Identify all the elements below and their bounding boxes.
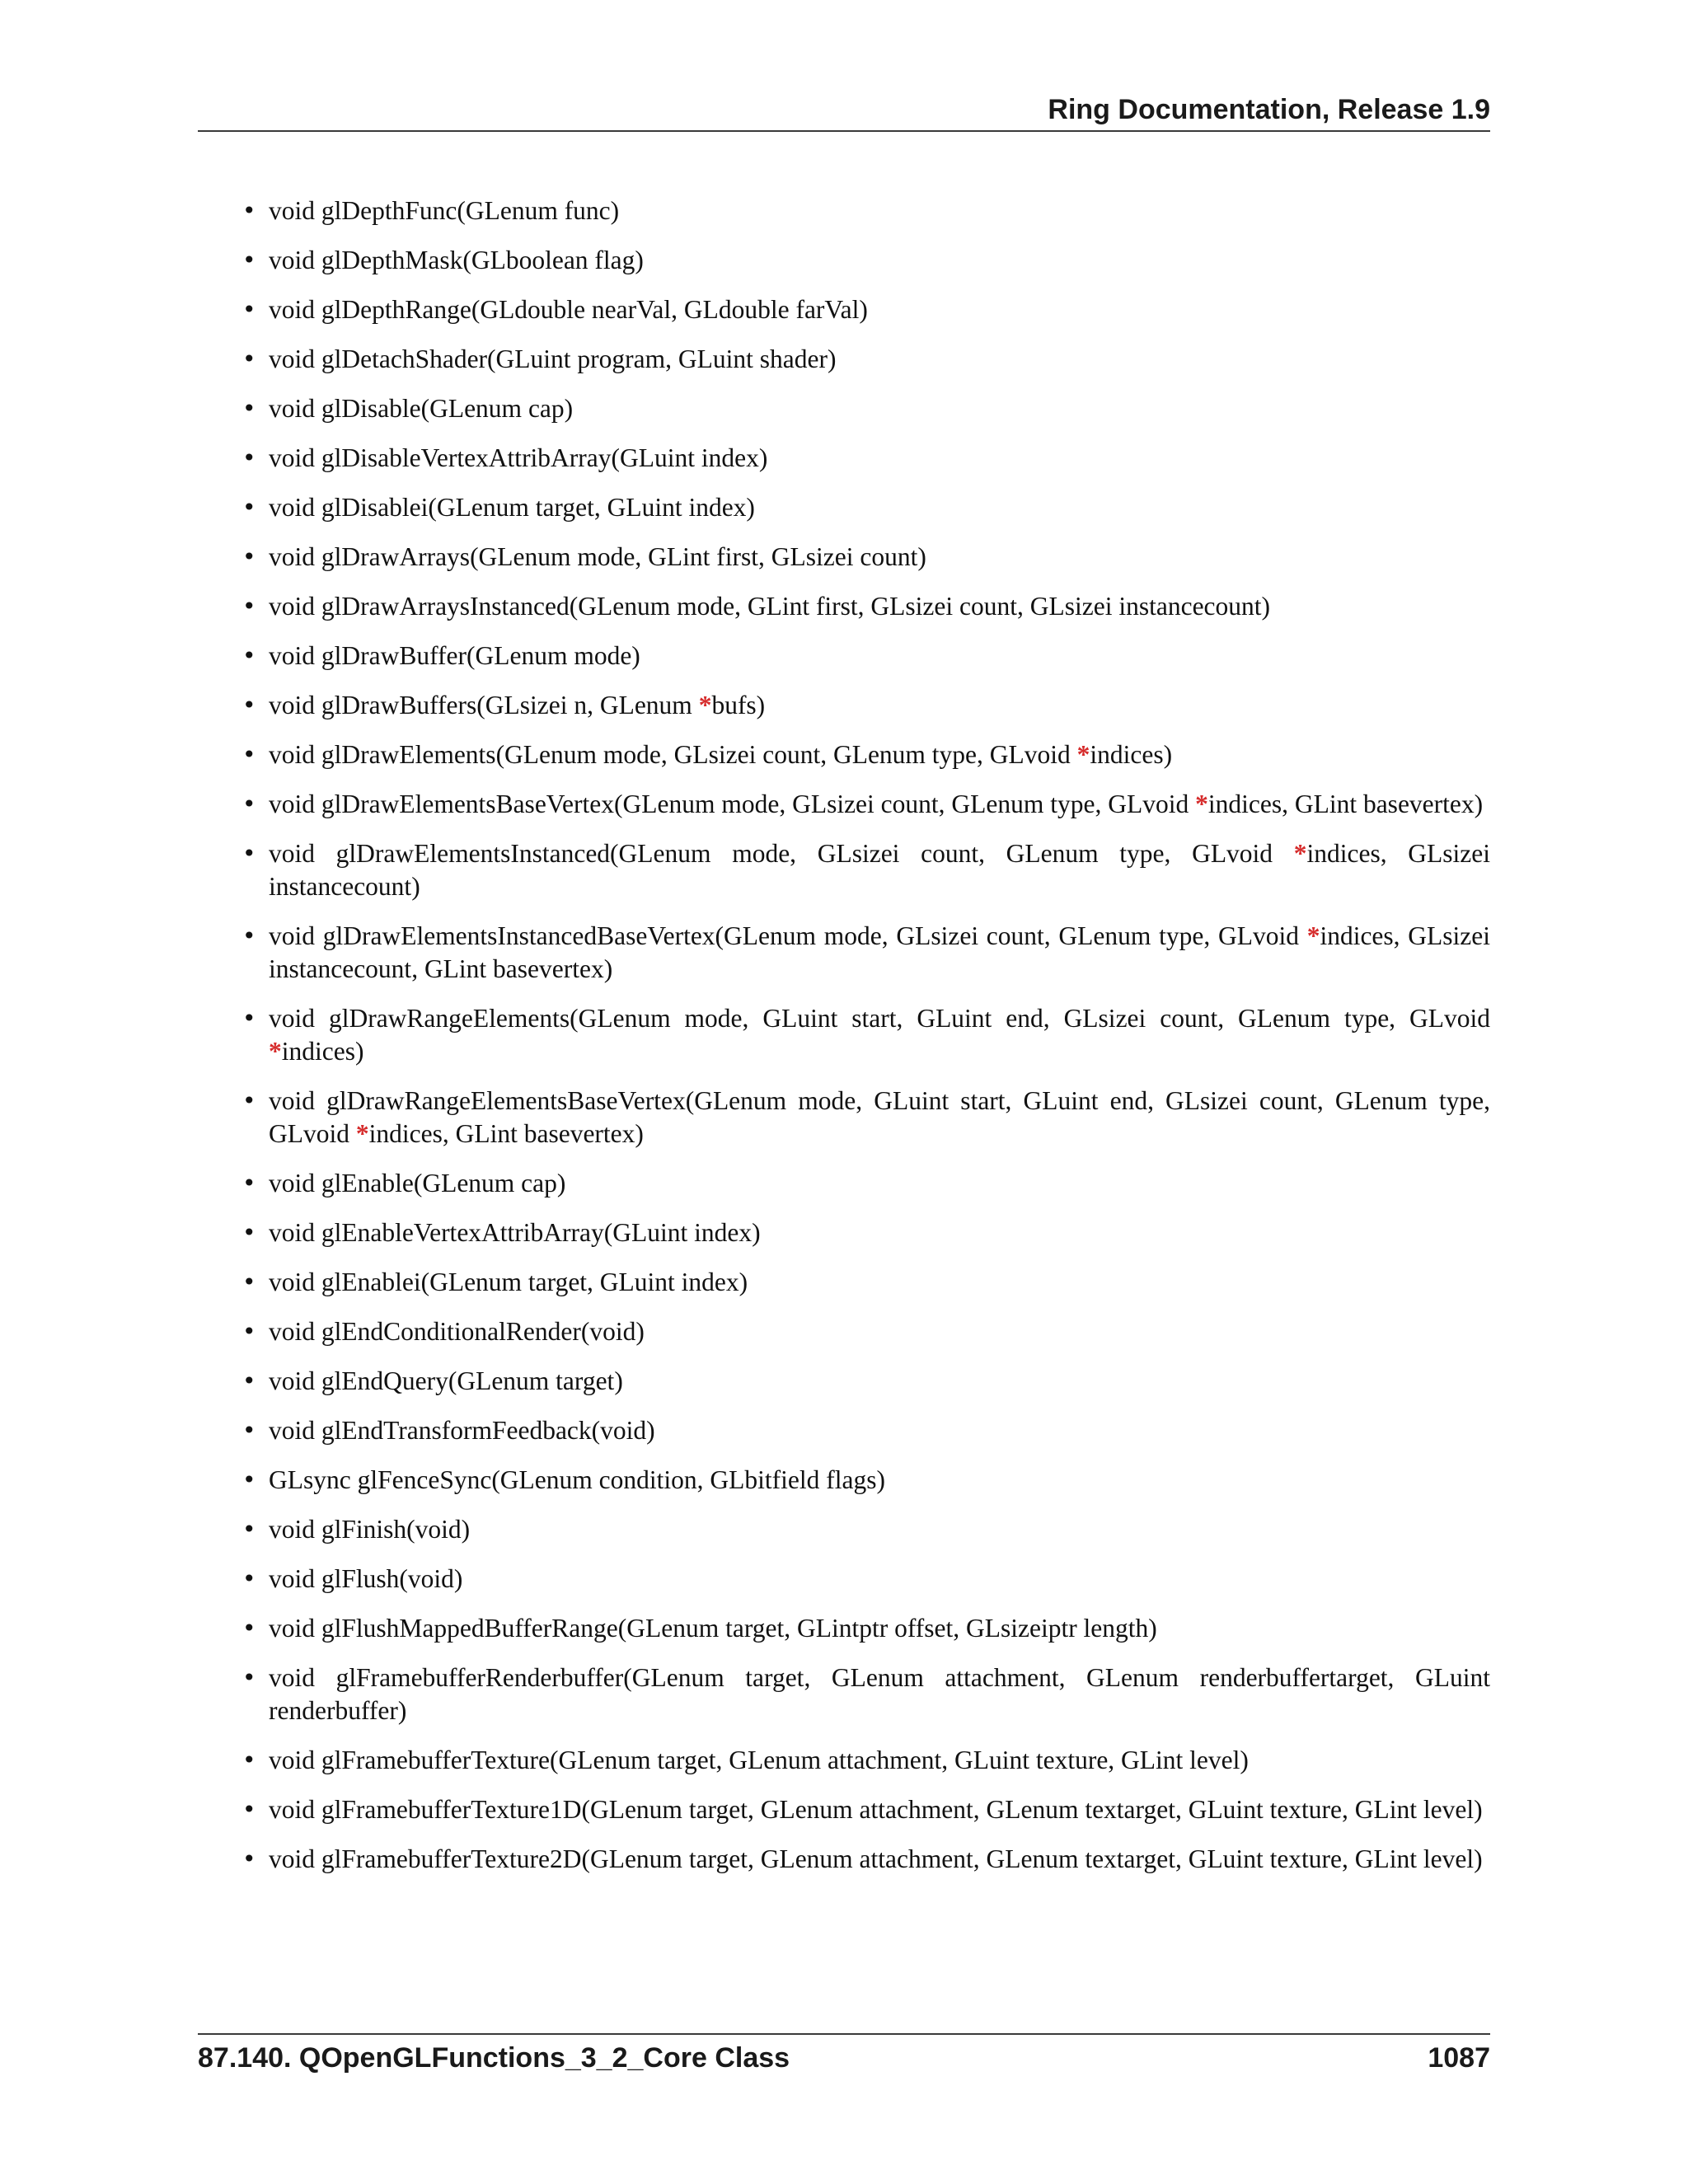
pointer-star: * <box>698 691 712 719</box>
signature-text: void glDrawArraysInstanced(GLenum mode, GLint first, GLsizei count, GLsizei instancecount) <box>269 592 1271 621</box>
function-signature-item <box>239 1167 1490 1200</box>
signature-text: void glDrawRangeElements(GLenum mode, GLuint start, GLuint end, GLsizei count, GLenum type, GLvoid <box>269 1004 1490 1033</box>
function-signature-item <box>239 640 1490 673</box>
signature-text: GLsync glFenceSync(GLenum condition, GLbitfield flags) <box>269 1465 885 1494</box>
pointer-star: * <box>1293 839 1307 868</box>
signature-text: void glDepthMask(GLboolean flag) <box>269 246 644 274</box>
signature-text: void glFramebufferTexture(GLenum target, GLenum attachment, GLuint texture, GLint level) <box>269 1746 1249 1774</box>
signature-text: void glFramebufferTexture2D(GLenum target, GLenum attachment, GLenum textarget, GLuint texture, GLint level) <box>269 1844 1483 1873</box>
function-signature-item <box>239 1843 1490 1876</box>
running-header: Ring Documentation, Release 1.9 <box>1048 94 1490 125</box>
signature-text: indices) <box>1090 740 1173 769</box>
signature-text: void glDisable(GLenum cap) <box>269 394 574 423</box>
function-signature-item <box>239 738 1490 771</box>
signature-text: void glEnablei(GLenum target, GLuint index) <box>269 1268 748 1296</box>
signature-text: void glEnableVertexAttribArray(GLuint index) <box>269 1218 761 1247</box>
function-signature-item <box>239 837 1490 903</box>
function-signature-item <box>239 1365 1490 1398</box>
page-number: 1087 <box>1428 2042 1490 2074</box>
function-signature-item <box>239 1216 1490 1249</box>
signature-text: void glDrawRangeElementsBaseVertex(GLenum mode, GLuint start, GLuint end, GLsizei count, GLenum type, GLvoid <box>269 1086 1490 1148</box>
function-signature-item <box>239 293 1490 326</box>
signature-text: void glDepthRange(GLdouble nearVal, GLdouble farVal) <box>269 295 868 324</box>
function-signature-item <box>239 343 1490 376</box>
function-signature-item <box>239 920 1490 986</box>
signature-text: void glDrawBuffers(GLsizei n, GLenum <box>269 691 699 719</box>
pointer-star: * <box>1195 790 1208 818</box>
signature-text: void glFlush(void) <box>269 1564 463 1593</box>
signature-text: void glFramebufferTexture1D(GLenum target, GLenum attachment, GLenum textarget, GLuint texture, GLint level) <box>269 1795 1483 1824</box>
function-list <box>239 194 1490 1892</box>
pointer-star: * <box>355 1119 369 1148</box>
signature-text: void glDisableVertexAttribArray(GLuint index) <box>269 443 768 472</box>
signature-text: void glDrawElementsBaseVertex(GLenum mode, GLsizei count, GLenum type, GLvoid <box>269 790 1196 818</box>
function-signature-item <box>239 491 1490 524</box>
signature-text: indices, GLsizei instancecount, GLint basevertex) <box>269 921 1490 983</box>
function-signature-item <box>239 1414 1490 1447</box>
signature-text: void glEndQuery(GLenum target) <box>269 1366 623 1395</box>
function-signature-item <box>239 1793 1490 1826</box>
footer-divider <box>198 2033 1490 2035</box>
function-signature-item <box>239 392 1490 425</box>
function-signature-item <box>239 1085 1490 1151</box>
signature-text: void glDrawElementsInstancedBaseVertex(GLenum mode, GLsizei count, GLenum type, GLvoid <box>269 921 1307 950</box>
function-signature-item <box>239 1315 1490 1348</box>
signature-text: indices) <box>281 1037 364 1066</box>
function-signature-item <box>239 1513 1490 1546</box>
signature-text: void glDrawElementsInstanced(GLenum mode, GLsizei count, GLenum type, GLvoid <box>269 839 1294 868</box>
signature-text: indices, GLsizei instancecount) <box>269 839 1490 901</box>
function-signature-item <box>239 541 1490 574</box>
function-signature-item <box>239 590 1490 623</box>
signature-text: void glEndConditionalRender(void) <box>269 1317 645 1346</box>
function-signature-item <box>239 442 1490 475</box>
signature-text: indices, GLint basevertex) <box>368 1119 644 1148</box>
pointer-star: * <box>269 1037 282 1066</box>
signature-text: void glFinish(void) <box>269 1515 471 1544</box>
signature-text: void glDepthFunc(GLenum func) <box>269 196 620 225</box>
function-signature-item <box>239 1744 1490 1777</box>
signature-text: void glFramebufferRenderbuffer(GLenum target, GLenum attachment, GLenum renderbuffertarget, GLuint renderbuffer) <box>269 1663 1490 1725</box>
signature-text: void glDetachShader(GLuint program, GLuint shader) <box>269 344 837 373</box>
function-signature-item <box>239 689 1490 722</box>
pointer-star: * <box>1306 921 1320 950</box>
footer-section-title: 87.140. QOpenGLFunctions_3_2_Core Class <box>198 2042 790 2074</box>
function-signature-item <box>239 1612 1490 1645</box>
signature-text: indices, GLint basevertex) <box>1207 790 1484 818</box>
function-signature-item <box>239 1563 1490 1596</box>
function-signature-item <box>239 244 1490 277</box>
function-signature-item <box>239 1464 1490 1497</box>
function-signature-item <box>239 194 1490 227</box>
pointer-star: * <box>1076 740 1090 769</box>
function-signature-item <box>239 788 1490 821</box>
signature-text: void glDrawArrays(GLenum mode, GLint first, GLsizei count) <box>269 542 926 571</box>
signature-text: void glEndTransformFeedback(void) <box>269 1416 655 1445</box>
function-signature-item <box>239 1661 1490 1727</box>
function-signature-item <box>239 1002 1490 1068</box>
signature-text: void glDisablei(GLenum target, GLuint index) <box>269 493 755 522</box>
signature-text: void glEnable(GLenum cap) <box>269 1169 566 1197</box>
signature-text: bufs) <box>711 691 766 719</box>
function-signature-item <box>239 1266 1490 1299</box>
signature-text: void glDrawElements(GLenum mode, GLsizei count, GLenum type, GLvoid <box>269 740 1077 769</box>
signature-text: void glDrawBuffer(GLenum mode) <box>269 641 640 670</box>
header-divider <box>198 130 1490 132</box>
signature-text: void glFlushMappedBufferRange(GLenum target, GLintptr offset, GLsizeiptr length) <box>269 1614 1157 1643</box>
